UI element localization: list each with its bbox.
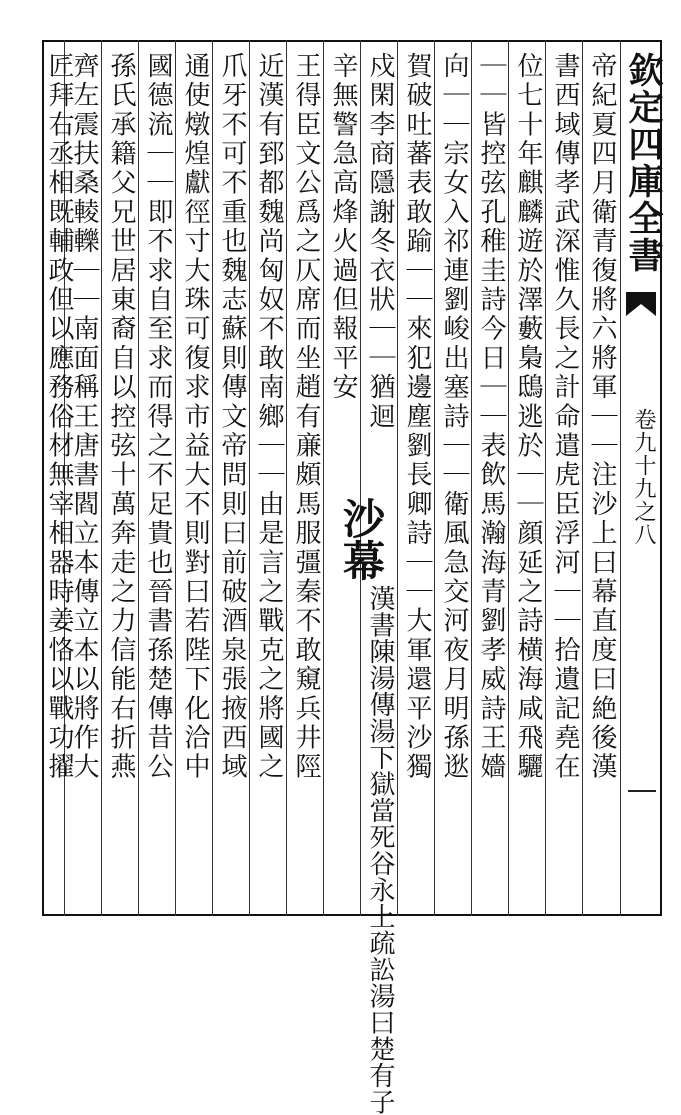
text-column: ｜｜皆控弦孔稚圭詩今日｜｜表飲馬瀚海青劉孝威詩王嬙 xyxy=(476,52,506,782)
text-column: 向｜｜宗女入祁連劉峻出塞詩｜｜衛風急交河夜月明孫逖 xyxy=(439,52,469,782)
text-column: 辛無警急高烽火過但報平安 xyxy=(328,52,358,403)
column-rule xyxy=(212,40,213,916)
text-column: 近漢有郅都魏尚匈奴不敢南鄉｜｜由是言之戰克之將國之 xyxy=(254,52,284,782)
text-column: 書西域傳孝武深惟久長之計命遣虎臣浮河｜｜拾遺記堯在 xyxy=(550,52,580,782)
text-column: 孫氏承籍父兄世居東裔自以控弦十萬奔走之力信能右折燕 xyxy=(106,52,136,782)
column-rule xyxy=(101,40,102,916)
column-rule xyxy=(249,40,250,916)
column-rule xyxy=(434,40,435,916)
volume-label: 卷九十九之八 xyxy=(631,408,656,546)
entry-heading: 沙幕 xyxy=(337,497,386,581)
text-column: 通使燉煌獻徑寸大珠可復求市益大不則對曰若陛下化洽中 xyxy=(180,52,210,782)
column-rule xyxy=(360,40,361,916)
column-rule xyxy=(138,40,139,916)
text-column: 王得臣文公爲之仄席而坐趙有亷頗馬服彊秦不敢窺兵井陘 xyxy=(291,52,321,782)
column-rule xyxy=(471,40,472,916)
text-column: 帝紀夏四月衛青復將六將軍｜｜注沙上曰幕直度曰絶後漢 xyxy=(587,52,617,782)
fishtail-mark-icon xyxy=(626,292,656,316)
column-rule xyxy=(508,40,509,916)
column-rule xyxy=(175,40,176,916)
column-rule xyxy=(286,40,287,916)
column-rule xyxy=(545,40,546,916)
entry-text: 漢書陳湯傳湯下獄當死谷永上疏訟湯曰楚有子 xyxy=(365,585,395,1115)
text-column: 匠拜右丞相既輔政但以應務俗材無宰相器時姜恪以戰功擢 xyxy=(44,52,74,782)
text-column: 賀破吐蕃表敢踰｜｜來犯邊塵劉長卿詩｜｜大軍還平沙獨 xyxy=(402,52,432,782)
text-column: 齊左震扶桑輘轢｜｜南面稱王唐書閻立本傳立本以將作大 xyxy=(69,52,99,782)
book-title: 欽定四庫全書 xyxy=(623,52,664,274)
column-rule xyxy=(582,40,583,916)
column-rule xyxy=(323,40,324,916)
text-column: 國德流｜｜即不求自至求而得之不足貴也晉書孫楚傳昔公 xyxy=(143,52,173,782)
text-column: 位七十年麒麟遊於澤藪梟鴟逃於｜｜顔延之詩横海咸飛驪 xyxy=(513,52,543,782)
text-column: 爪牙不可不重也魏志蘇則傳文帝問則曰前破酒泉張掖西域 xyxy=(217,52,247,782)
text-column: 戍閑李商隱謝冬衣狀｜｜猶迴 xyxy=(365,52,395,432)
margin-tick xyxy=(628,790,656,792)
column-rule xyxy=(397,40,398,916)
